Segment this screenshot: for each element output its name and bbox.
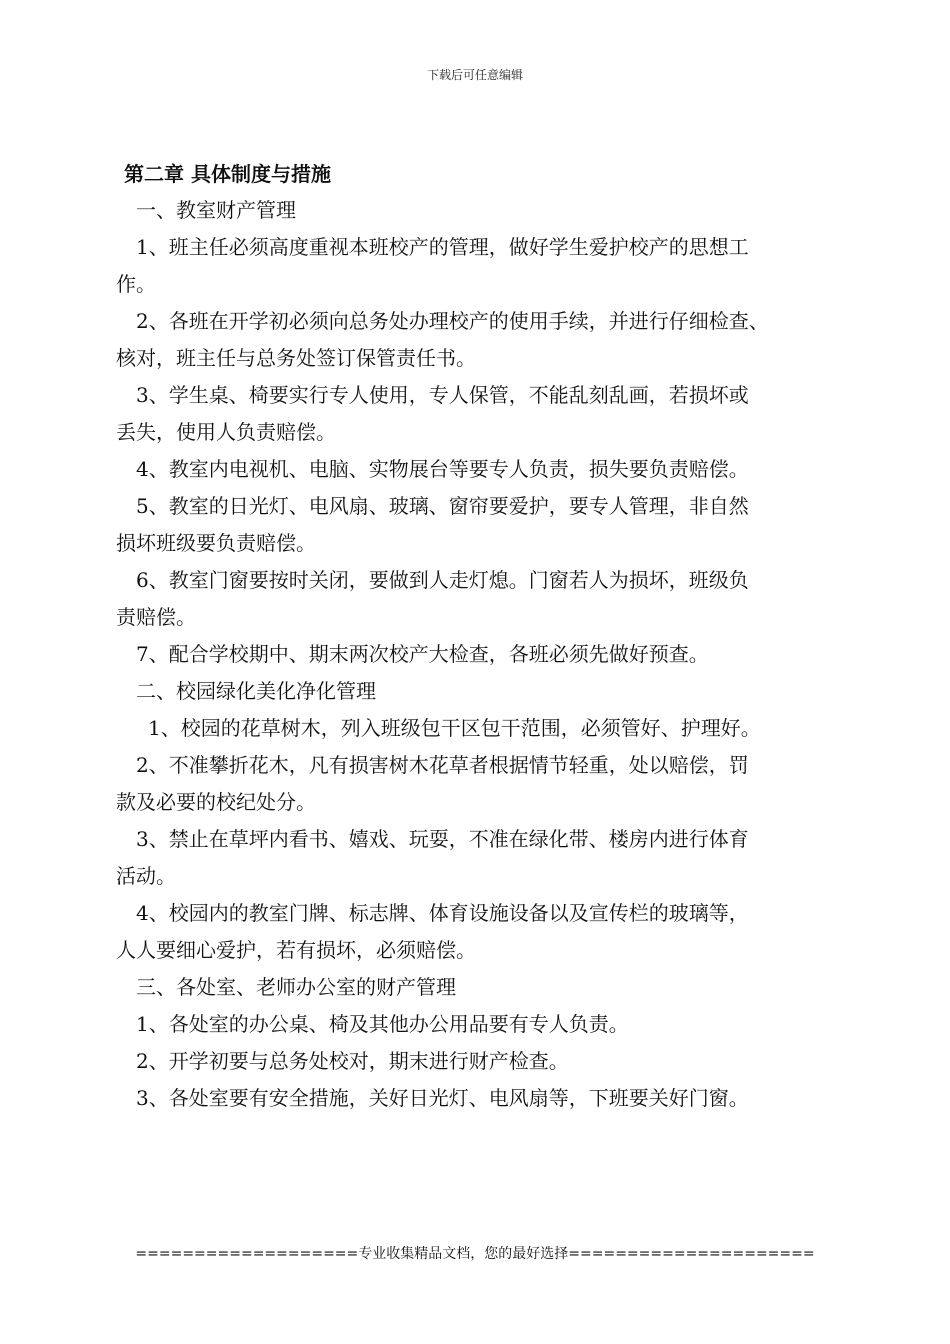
paragraph-line: 活动。: [116, 864, 176, 888]
paragraph-line: 作。: [116, 272, 156, 296]
paragraph-line: 损坏班级要负责赔偿。: [116, 531, 316, 555]
paragraph-line: 丢失，使用人负责赔偿。: [116, 420, 336, 444]
paragraph-line: 二、校园绿化美化净化管理: [136, 679, 376, 703]
paragraph-line: 7、配合学校期中、期末两次校产大检查，各班必须先做好预查。: [136, 642, 709, 666]
paragraph-line: 核对，班主任与总务处签订保管责任书。: [116, 346, 476, 370]
document-body: [116, 156, 836, 1117]
paragraph-line: 人人要细心爱护，若有损坏，必须赔偿。: [116, 938, 476, 962]
paragraph-line: 3、禁止在草坪内看书、嬉戏、玩耍，不准在绿化带、楼房内进行体育: [136, 827, 749, 851]
paragraph-line: 1、各处室的办公桌、椅及其他办公用品要有专人负责。: [136, 1012, 629, 1036]
header-note: 下载后可任意编辑: [426, 68, 523, 82]
paragraph-line: 2、不准攀折花木，凡有损害树木花草者根据情节轻重，处以赔偿，罚: [136, 753, 749, 777]
paragraph-line: 三、各处室、老师办公室的财产管理: [136, 975, 456, 999]
paragraph-list: [116, 192, 836, 1117]
paragraph-line: 5、教室的日光灯、电风扇、玻璃、窗帘要爱护，要专人管理，非自然: [136, 494, 749, 518]
paragraph-line: 3、学生桌、椅要实行专人使用，专人保管，不能乱刻乱画，若损坏或: [136, 383, 749, 407]
paragraph-line: 责赔偿。: [116, 605, 196, 629]
paragraph-line: 2、开学初要与总务处校对，期末进行财产检查。: [136, 1049, 569, 1073]
footer-note: ===================专业收集精品文档，您的最好选择=====================: [135, 1246, 815, 1262]
paragraph-line: 1、校园的花草树木，列入班级包干区包干范围，必须管好、护理好。: [148, 716, 761, 740]
paragraph-line: 3、各处室要有安全措施，关好日光灯、电风扇等，下班要关好门窗。: [136, 1086, 749, 1110]
paragraph-line: 4、教室内电视机、电脑、实物展台等要专人负责，损失要负责赔偿。: [136, 457, 749, 481]
chapter-title: 第二章 具体制度与措施: [124, 162, 331, 186]
paragraph-line: 1、班主任必须高度重视本班校产的管理，做好学生爱护校产的思想工: [136, 235, 749, 259]
paragraph-line: 款及必要的校纪处分。: [116, 790, 316, 814]
paragraph-line: 6、教室门窗要按时关闭，要做到人走灯熄。门窗若人为损坏，班级负: [136, 568, 749, 592]
paragraph-line: 一、教室财产管理: [136, 198, 296, 222]
paragraph-line: 2、各班在开学初必须向总务处办理校产的使用手续，并进行仔细检查、: [136, 309, 769, 333]
paragraph-line: 4、校园内的教室门牌、标志牌、体育设施设备以及宣传栏的玻璃等，: [136, 901, 749, 925]
